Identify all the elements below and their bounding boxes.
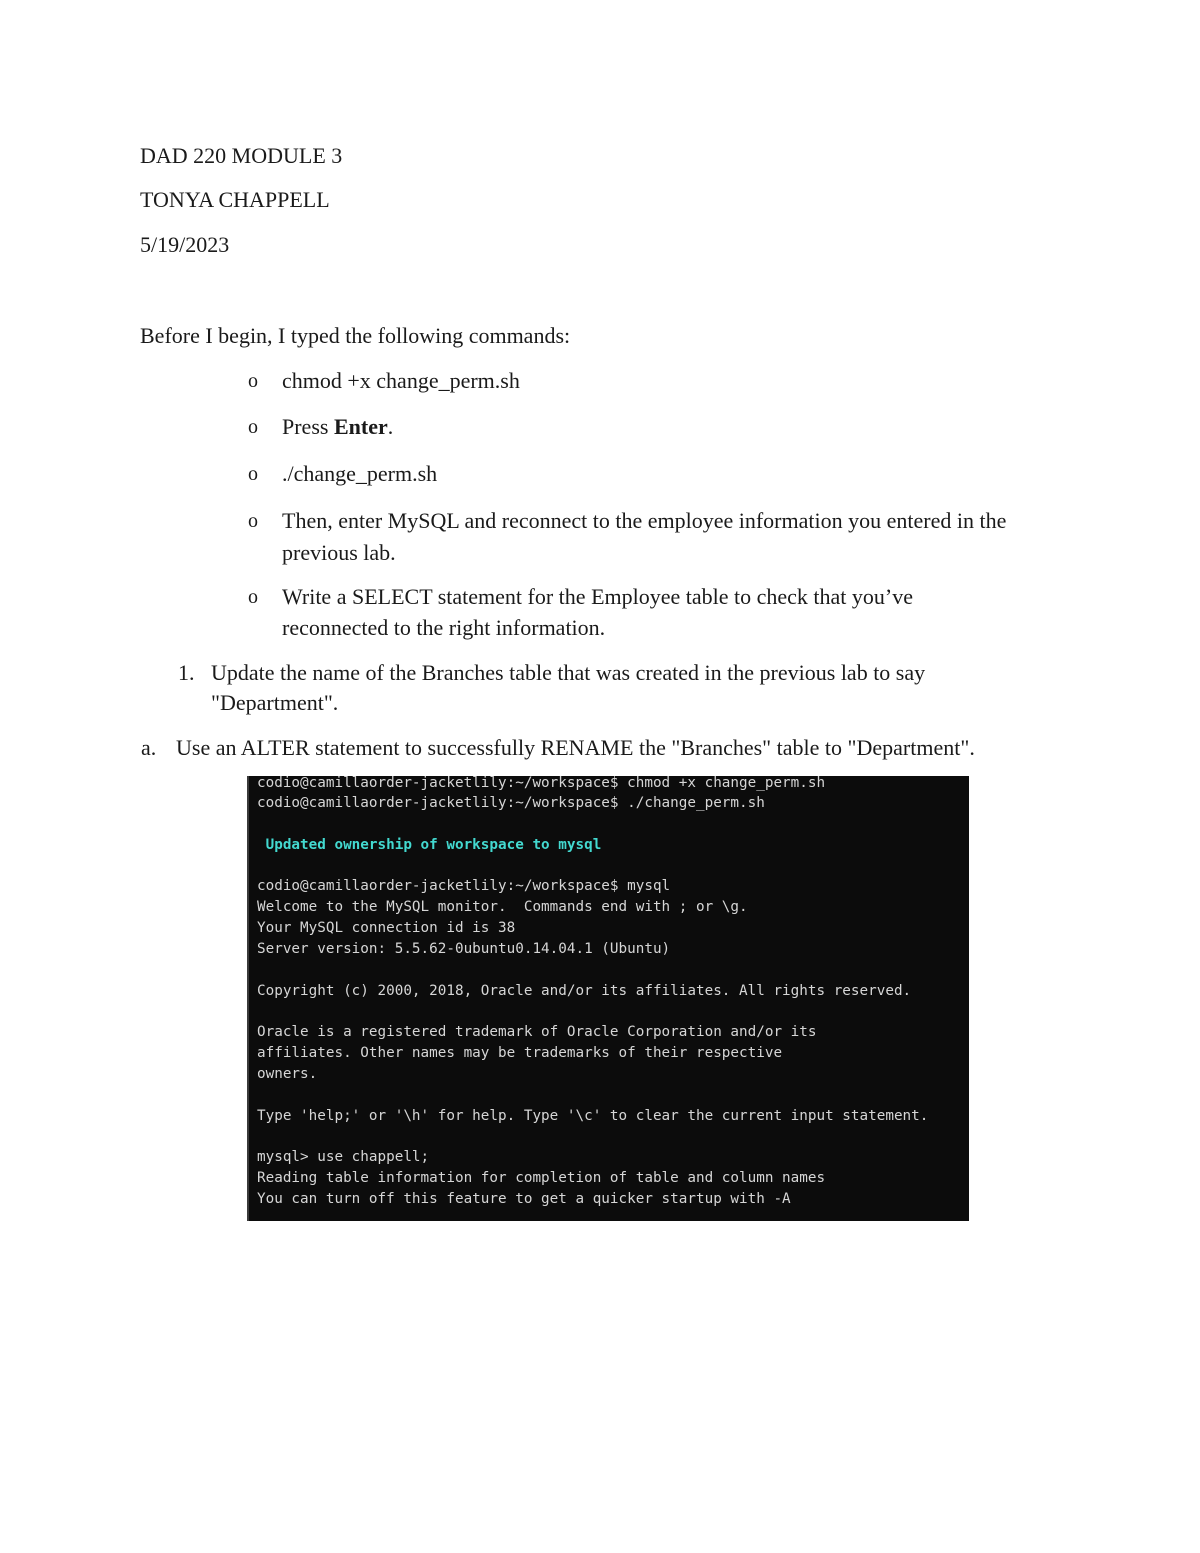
terminal-line: mysql> use chappell;	[257, 1149, 430, 1165]
author-name: TONYA CHAPPELL	[140, 187, 330, 212]
bullet-marker: o	[248, 463, 258, 485]
substep-text: Use an ALTER statement to successfully RENAME the "Branches" table to "Department".	[176, 735, 975, 760]
bullet-item-line: reconnected to the right information.	[282, 615, 606, 640]
bullet-item: Press Enter.	[282, 414, 394, 439]
terminal-line: codio@camillaorder-jacketlily:~/workspace$ chmod +x change_perm.sh	[257, 776, 826, 791]
terminal-line: codio@camillaorder-jacketlily:~/workspace$ ./change_perm.sh	[257, 795, 765, 811]
bullet-marker: o	[248, 416, 258, 438]
terminal-line-highlight: Updated ownership of workspace to mysql	[257, 837, 602, 853]
step-number: 1.	[178, 660, 195, 685]
terminal-line: Server version: 5.5.62-0ubuntu0.14.04.1 (Ubuntu)	[257, 941, 671, 957]
document-title: DAD 220 MODULE 3	[140, 143, 343, 168]
terminal-line: owners.	[257, 1066, 318, 1082]
bullet-item-line: Write a SELECT statement for the Employee table to check that you’ve	[282, 584, 913, 609]
bullet-item-line: Then, enter MySQL and reconnect to the employee information you entered in the	[282, 508, 1007, 533]
bullet-item: ./change_perm.sh	[282, 461, 438, 486]
terminal-line: Your MySQL connection id is 38	[257, 920, 516, 936]
intro-paragraph: Before I begin, I typed the following commands:	[140, 323, 571, 348]
terminal-screenshot	[247, 776, 969, 1221]
bullet-marker: o	[248, 510, 258, 532]
terminal-line: Reading table information for completion of table and column names	[257, 1170, 826, 1186]
bullet-marker: o	[248, 586, 258, 608]
terminal-line: Type 'help;' or '\h' for help. Type '\c' to clear the current input statement.	[257, 1108, 929, 1124]
terminal-line: You can turn off this feature to get a quicker startup with -A	[257, 1191, 791, 1207]
step-text-line: Update the name of the Branches table that was created in the previous lab to say	[211, 660, 926, 685]
terminal-line: codio@camillaorder-jacketlily:~/workspace$ mysql	[257, 878, 671, 894]
terminal-line: Copyright (c) 2000, 2018, Oracle and/or its affiliates. All rights reserved.	[257, 983, 912, 999]
terminal-line: Welcome to the MySQL monitor. Commands end with ; or \g.	[257, 899, 748, 915]
bullet-item-line: previous lab.	[282, 540, 396, 565]
bold-enter: Enter	[333, 414, 388, 439]
terminal-line: Oracle is a registered trademark of Oracle Corporation and/or its	[257, 1024, 817, 1040]
step-text-line: "Department".	[211, 690, 339, 715]
bullet-item: chmod +x change_perm.sh	[282, 368, 520, 393]
document-date: 5/19/2023	[140, 232, 230, 257]
substep-letter: a.	[141, 735, 157, 760]
terminal-line: affiliates. Other names may be trademarks of their respective	[257, 1045, 783, 1061]
bullet-marker: o	[248, 370, 258, 392]
